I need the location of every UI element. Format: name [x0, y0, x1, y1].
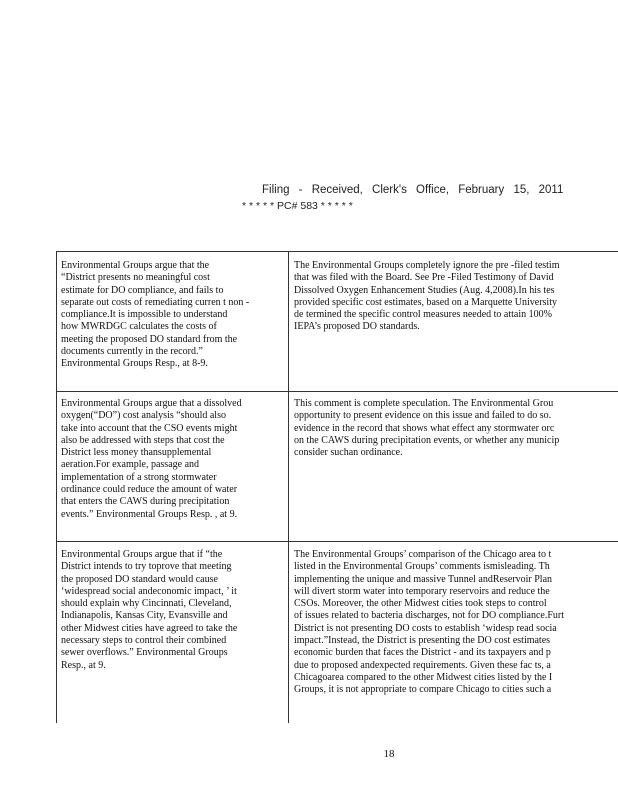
table-border-left — [56, 251, 57, 723]
table-cell-response: The Environmental Groups’ comparison of the Chicago area to t listed in the Environmental Groups’ comments ismisleading. Th implementing the unique and massive Tunnel andReservoir Plan will divert storm water into temporary reservoirs and reduce the CSOs. Moreover, the other Midwest cities took steps to control of issues related to bacteria discharges, not for DO compliance.Furt District is not presenting DO costs to establish ‘widesp read socia impact.”Instead, the District is presenting the DO cost estimates economic burden that faces the District - and its taxpayers and p due to proposed andexpected requirements. Given these fac ts, a Chicagoarea compared to the other Midwest cities listed by the I Groups, it is not appropriate to compare Chicago to cities such a — [294, 549, 565, 696]
row-divider — [56, 391, 618, 392]
table-cell-comment: Environmental Groups argue that the “District presents no meaningful cost estimate for DO compliance, and fails to separate out costs of remediating curren t non - compliance.It is impossible to understand how MWRDGC calculates the costs of meeting the proposed DO standard from the documents currently in the record.” Environmental Groups Resp., at 8-9. — [61, 260, 250, 370]
filing-stamp: Filing - Received, Clerk's Office, February 15, 2011 — [262, 184, 564, 196]
pc-number: * * * * * PC# 583 * * * * * — [242, 200, 353, 212]
table-cell-response: This comment is complete speculation. The Environmental Grou opportunity to present evidence on this issue and failed to do so. evidence in the record that shows what effect any stormwater orc on the CAWS during precipitation events, or whether any municip consider suchan ordinance. — [294, 398, 560, 459]
table-border-top — [56, 251, 618, 252]
table-cell-comment: Environmental Groups argue that if “the District intends to try toprove that meeting the proposed DO standard would cause ‘widespread social andeconomic impact, ’ it should explain why Cincinnati, Cleveland, Indianapolis, Kansas City, Evansville and other Midwest cities have agreed to take the necessary steps to control their combined sewer overflows.” Environmental Groups Resp., at 9. — [61, 549, 238, 671]
page-number: 18 — [383, 748, 395, 760]
table-cell-comment: Environmental Groups argue that a dissolved oxygen(“DO”) cost analysis “should also take into account that the CSO events might also be addressed with steps that cost the District less money thansupplemental aeration.For example, passage and implementation of a strong stormwater ordinance could reduce the amount of water that enters the CAWS during precipitation events.” Environmental Groups Resp. , at 9. — [61, 398, 242, 520]
row-divider — [56, 541, 618, 542]
table-column-divider — [288, 251, 289, 723]
table-cell-response: The Environmental Groups completely ignore the pre -filed testim that was filed with the Board. See Pre -Filed Testimony of David Dissolved Oxygen Enhancement Studies (Aug. 4,2008).In his tes provided specific cost estimates, based on a Marquette University de termined the specific control measures needed to attain 100% IEPA’s proposed DO standards. — [294, 260, 560, 333]
